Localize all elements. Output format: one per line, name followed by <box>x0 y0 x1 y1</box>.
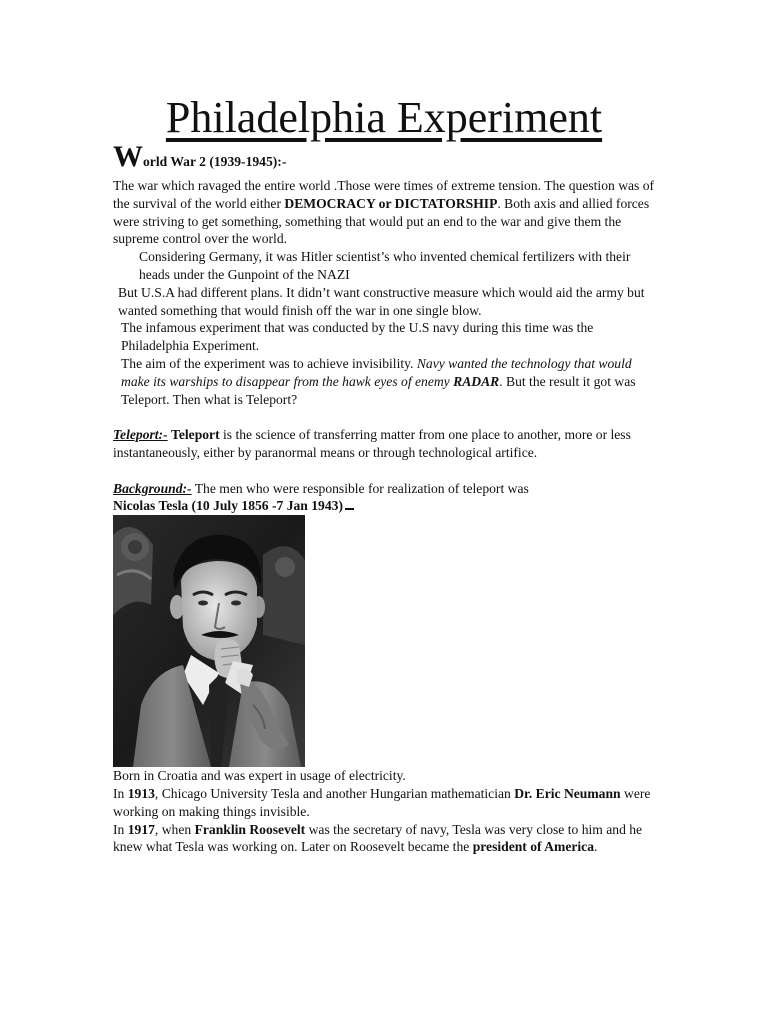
teleport-term: Teleport <box>171 427 220 443</box>
president-of-america-text: president of America <box>472 839 595 855</box>
intro-text-end: . Both axis and allied forces were striving to get something, something that would put an end to the war and give them the supreme control over the world. <box>113 195 650 247</box>
spacer <box>113 408 658 426</box>
bio-text: was the secretary of navy, Tesla was very close to him and he knew what Tesla was working on. Later on Roosevelt became the <box>113 821 643 855</box>
document-body <box>113 142 658 856</box>
bio-line-1913 <box>113 785 658 821</box>
section-heading-text: orld War 2 (1939-1945):- <box>143 154 287 169</box>
aim-text-end: . But the result it got was Teleport. Then what is Teleport? <box>121 373 636 407</box>
section-heading-world-war <box>113 142 658 177</box>
paragraph-intro <box>113 177 658 248</box>
tesla-name: Nicolas Tesla (10 July 1856 -7 Jan 1943) <box>113 498 343 514</box>
paragraph-experiment: The infamous experiment that was conducted by the U.S navy during this time was the Philadelphia Experiment. <box>121 320 594 354</box>
paragraph-usa: But U.S.A had different plans. It didn’t want constructive measure which would aid the army but wanted something that would finish off the war in one single blow. <box>118 284 645 318</box>
tesla-photo <box>113 515 305 767</box>
radar-text: RADAR <box>453 373 500 389</box>
background-label: Background:- <box>113 480 192 496</box>
page-title: Philadelphia Experiment <box>165 93 603 142</box>
bio-text: In <box>113 785 128 801</box>
aim-text: The aim of the experiment was to achieve invisibility. <box>121 355 417 371</box>
teleport-label: Teleport:- <box>113 427 168 443</box>
bio-text: . <box>594 839 598 855</box>
bio-text: In <box>113 821 128 837</box>
tesla-name-line <box>113 497 658 515</box>
eric-neumann-name: Dr. Eric Neumann <box>514 785 621 801</box>
paragraph-germany: Considering Germany, it was Hitler scientist’s who invented chemical fertilizers with their heads under the Gunpoint of the NAZI <box>139 249 631 282</box>
drop-cap: W <box>113 140 143 173</box>
spacer <box>113 462 658 480</box>
roosevelt-name: Franklin Roosevelt <box>194 821 306 837</box>
year-1913: 1913 <box>127 785 155 801</box>
bio-line-born: Born in Croatia and was expert in usage of electricity. <box>113 768 406 784</box>
paragraph-background <box>113 480 658 498</box>
bio-text: , when <box>154 821 195 837</box>
year-1917: 1917 <box>127 821 155 837</box>
aim-italic-text: Navy wanted the technology that would make its warships to disappear from the hawk eyes of enemy <box>121 355 632 389</box>
teleport-definition: is the science of transferring matter from one place to another, more or less instantaneously, either by paranormal means or through technological artifice. <box>113 427 631 460</box>
bio-line-1917 <box>113 821 658 857</box>
portrait-image <box>113 515 305 767</box>
bio-text: , Chicago University Tesla and another Hungarian mathematician <box>154 785 515 801</box>
intro-text: The war which ravaged the entire world .Those were times of extreme tension. The question was of the survival of the world either <box>113 178 655 211</box>
text-cursor-mark <box>345 508 354 510</box>
democracy-dictatorship-text: DEMOCRACY or DICTATORSHIP <box>284 195 498 211</box>
paragraph-aim <box>113 355 658 408</box>
paragraph-teleport <box>113 426 658 462</box>
background-text: The men who were responsible for realization of teleport was <box>191 480 529 496</box>
bio-text: were working on making things invisible. <box>113 785 651 819</box>
